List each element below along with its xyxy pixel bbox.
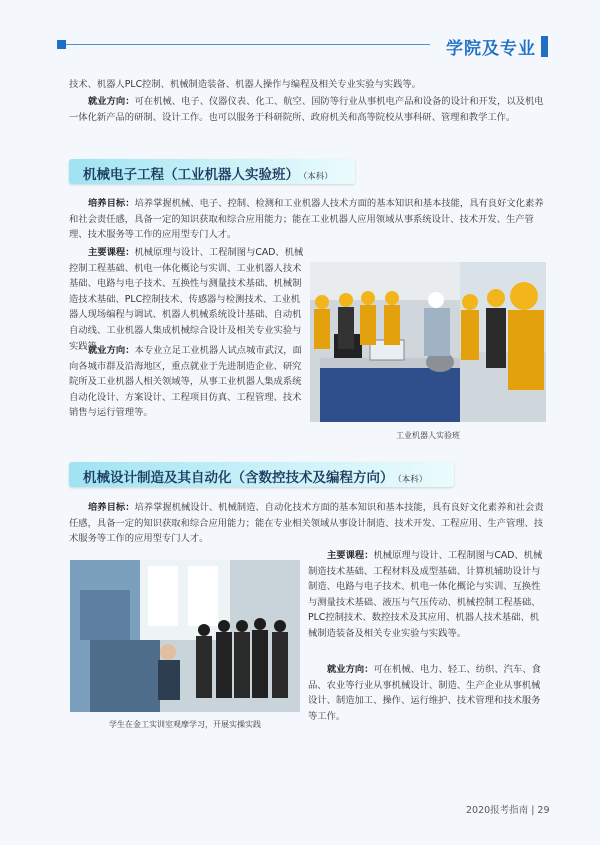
section2-courses-paragraph (308, 548, 548, 642)
header-accent-bar (541, 36, 548, 57)
section1-courses-text: 机械原理与设计、工程制图与CAD、机械控制工程基础、机电一体化概论与实训、工业机器人技术基础、电路与电子技术、互换性与测量技术基础、机械制造技术基础、PLC控制技术、传感器与检测技术、工业机器人现场编程与调试、机器人机械系统设计基础、自动机自动线、工业机器人集成机械综合设计及相关专业实验与实践等。 (69, 247, 304, 352)
section2-photo-caption: 学生在金工实训室观摩学习，开展实操实践 (109, 720, 261, 729)
section1-degree-tag: （本科） (303, 172, 333, 182)
section1-employment-label: 就业方向： (88, 345, 135, 356)
section2-photo (70, 560, 300, 712)
section1-employment-paragraph (69, 343, 304, 421)
section2-header (69, 462, 454, 487)
section2-employment-label: 就业方向： (327, 664, 374, 675)
section2-degree-tag: （本科） (397, 475, 428, 485)
intro-employment-label: 就业方向： (88, 96, 135, 107)
section1-photo-caption: 工业机器人实验班 (396, 431, 460, 440)
section2-title: 机械设计制造及其自动化（含数控技术及编程方向） (83, 470, 394, 486)
section2-goal-text: 培养掌握机械设计、机械制造、自动化技术方面的基本知识和基本技能，具有良好文化素养和社会责任感，具备一定的知识获取和综合应用能力；能在专业相关领域从事设计制造、技术开发、工程应用、生产管理、技术服务等工作的应用型专门人才。 (69, 502, 544, 545)
robot-lab-illustration (310, 262, 546, 422)
footer-page-info: 2020报考指南 | 29 (466, 805, 550, 816)
section2-employment-text: 可在机械、电力、轻工、纺织、汽车、食品、农业等行业从事机械设计、制造、生产企业从事机械设计、制造加工、操作、运行维护、技术管理和技术服务等工作。 (308, 664, 541, 722)
section1-goal-paragraph (69, 196, 547, 243)
section2-employment-paragraph (308, 662, 548, 724)
section2-goal-paragraph (69, 500, 547, 547)
section1-title: 机械电子工程（工业机器人实验班） (83, 167, 299, 183)
header-square-marker (57, 40, 66, 49)
intro-employment-paragraph (69, 94, 547, 125)
section2-courses-text: 机械原理与设计、工程制图与CAD、机械制造技术基础、工程材料及成型基础、计算机辅助设计与制造、电路与电子技术、机电一体化概论与实训、互换性与测量技术基础、液压与气压传动、机械控制工程基础、PLC控制技术、数控技术及其应用、机器人技术基础、机械制造装备及相关专业实验与实践等。 (308, 550, 543, 639)
page-section-title: 学院及专业 (446, 39, 536, 59)
intro-line: 技术、机器人PLC控制、机械制造装备、机器人操作与编程及相关专业实验与实践等。 (69, 79, 421, 90)
workshop-illustration (70, 560, 300, 712)
section1-photo (310, 262, 546, 422)
section1-header (69, 159, 355, 184)
section1-courses-paragraph (69, 245, 304, 354)
section1-goal-label: 培养目标： (88, 198, 135, 209)
header-rule (57, 44, 430, 45)
section2-courses-label: 主要课程： (327, 550, 374, 561)
section1-courses-label: 主要课程： (88, 247, 135, 258)
section2-goal-label: 培养目标： (88, 502, 135, 513)
intro-employment-text: 可在机械、电子、仪器仪表、化工、航空、国防等行业从事机电产品和设备的设计和开发，以及机电一体化新产品的研制、设计工作。也可以服务于科研院所、政府机关和高等院校从事科研、管理和教学工作。 (69, 96, 544, 123)
section1-goal-text: 培养掌握机械、电子、控制、检测和工业机器人技术方面的基本知识和基本技能，具有良好文化素养和社会责任感，具备一定的知识获取和综合应用能力；能在工业机器人应用领域从事系统设计、技术开发、生产管理、技术服务等工作的应用型专门人才。 (69, 198, 544, 241)
section1-employment-text: 本专业立足工业机器人试点城市武汉，面向各城市群及沿海地区，重点就业于先进制造企业、研究院所及工业机器人相关领域等，从事工业机器人集成系统自动化设计、方案设计、工程项目仿真、工程管理、技术销售与运行管理等。 (69, 345, 302, 419)
